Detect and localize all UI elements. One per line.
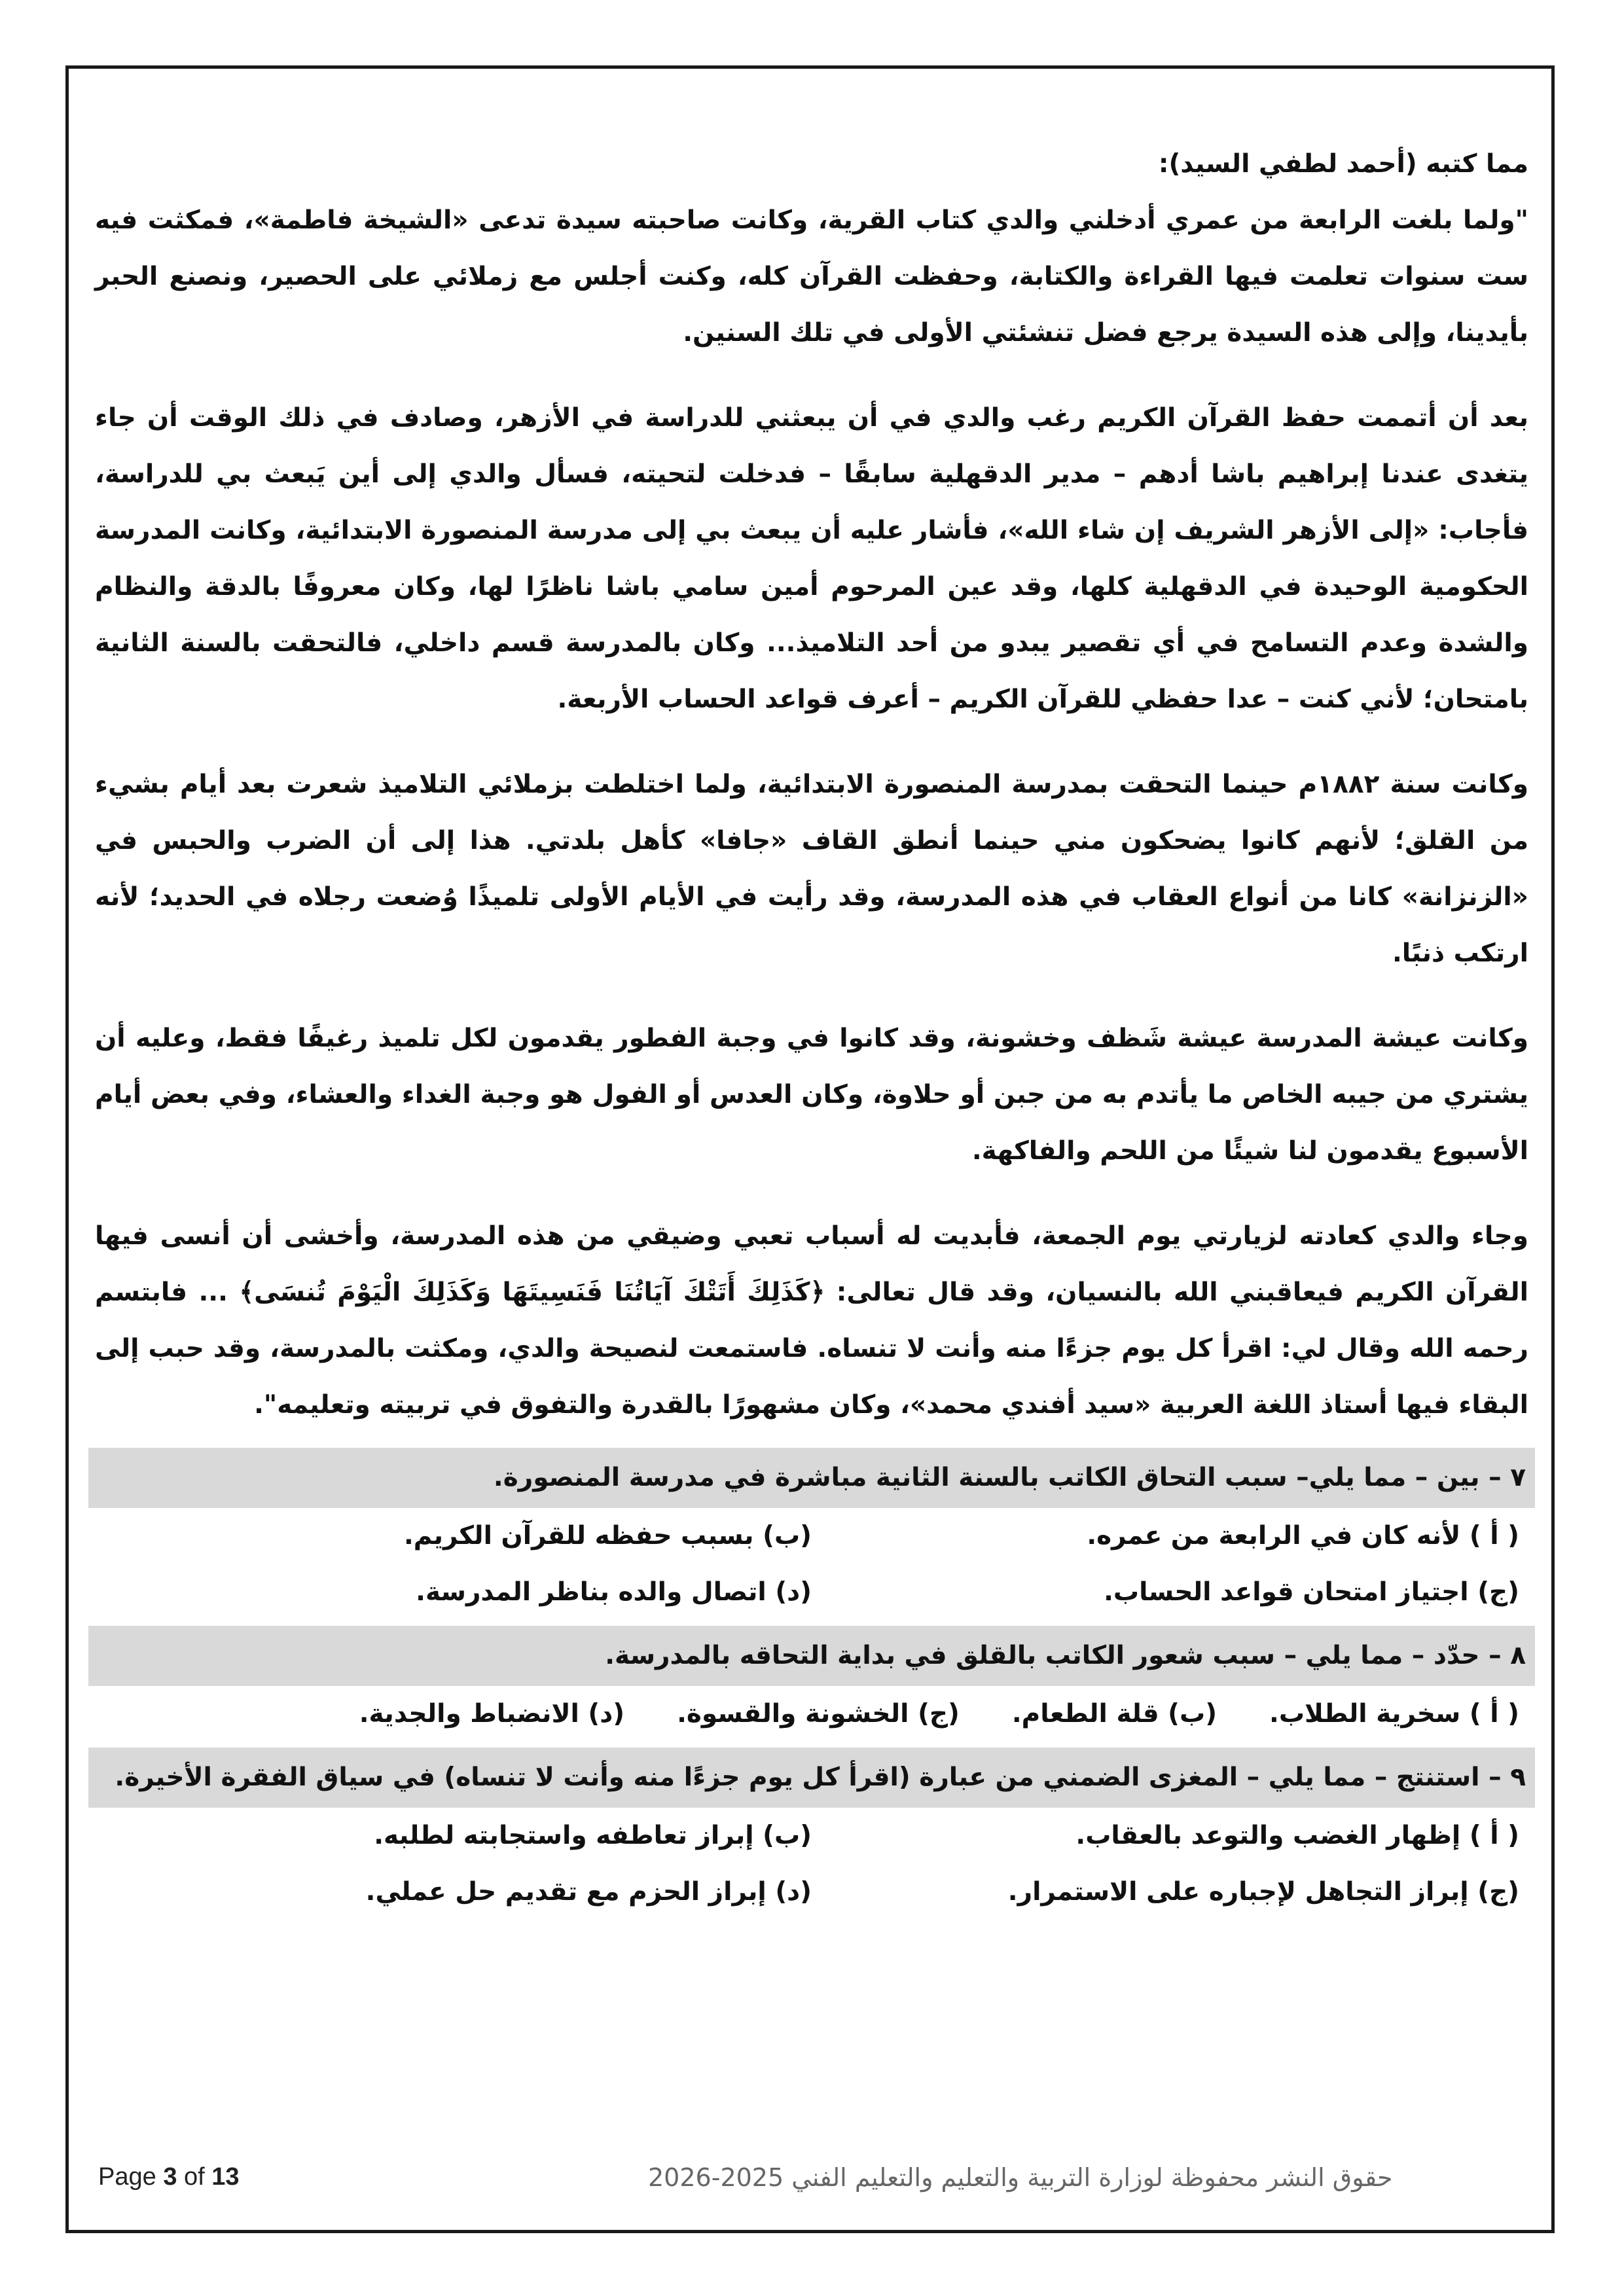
paragraph-5: وجاء والدي كعادته لزيارتي يوم الجمعة، فأبديت له أسباب تعبي وضيقي من هذه المدرسة، وأخشى أن أنسى فيها القرآن الكريم فيعاقبني الله بالنسيان، وقد قال تعالى: ﴿كَذَلِكَ أَتَتْكَ آيَاتُنَا فَنَسِيتَهَا وَكَذَلِكَ الْيَوْمَ تُنسَى﴾ ... فابتسم رحمه الله وقال لي: اقرأ كل يوم جزءًا منه وأنت لا تنساه. فاستمعت لنصيحة والدي، ومكثت بالمدرسة، وقد حبب إلى البقاء فيها أستاذ اللغة العربية «سيد أفندي محمد»، وكان مشهورًا بالقدرة والتفوق في تربيته وتعليمه". bbox=[95, 1221, 1528, 1420]
intro-line: مما كتبه (أحمد لطفي السيد): bbox=[1158, 149, 1528, 179]
option-a[interactable]: ( أ ) إظهار الغضب والتوعد بالعقاب. bbox=[1075, 1821, 1519, 1850]
page-current: 3 bbox=[163, 2163, 177, 2191]
option-d[interactable]: (د) الانضباط والجدية. bbox=[359, 1699, 625, 1729]
question-8-options bbox=[95, 1686, 1528, 1742]
question-7-options bbox=[95, 1508, 1528, 1621]
option-c[interactable]: (ج) الخشونة والقسوة. bbox=[677, 1699, 960, 1729]
option-b[interactable]: (ب) إبراز تعاطفه واستجابته لطلبه. bbox=[374, 1821, 812, 1850]
option-a[interactable]: ( أ ) لأنه كان في الرابعة من عمره. bbox=[1087, 1521, 1519, 1551]
copyright-notice: حقوق النشر محفوظة لوزارة التربية والتعليم والتعليم الفني 2025-2026 bbox=[648, 2163, 1393, 2192]
paragraph-3: وكانت سنة ١٨٨٢م حينما التحقت بمدرسة المنصورة الابتدائية، ولما اختلطت بزملائي التلاميذ شعرت بعد أيام بشيء من القلق؛ لأنهم كانوا يضحكون مني حينما أنطق القاف «جافا» كأهل بلدتي. هذا إلى أن الضرب والحبس في «الزنزانة» كانا من أنواع العقاب في هذه المدرسة، وقد رأيت في الأيام الأولى تلميذًا وُضعت رجلاه في الحديد؛ لأنه ارتكب ذنبًا. bbox=[95, 770, 1528, 968]
paragraph-1: "ولما بلغت الرابعة من عمري أدخلني والدي كتاب القرية، وكانت صاحبته سيدة تدعى «الشيخة فاطمة»، فمكثت فيه ست سنوات تعلمت فيها القراءة والكتابة، وحفظت القرآن كله، وكنت أجلس مع زملائي على الحصير، ونصنع الحبر بأيدينا، وإلى هذه السيدة يرجع فضل تنشئتي الأولى في تلك السنين. bbox=[95, 206, 1528, 348]
paragraph-4: وكانت عيشة المدرسة عيشة شَظف وخشونة، وقد كانوا في وجبة الفطور يقدمون لكل تلميذ رغيفًا فقط، وعليه أن يشتري من جيبه الخاص ما يأتدم به من جبن أو حلاوة، وكان العدس أو الفول هو وجبة الغداء والعشاء، وفي بعض أيام الأسبوع يقدمون لنا شيئًا من اللحم والفاكهة. bbox=[95, 1024, 1528, 1166]
option-c[interactable]: (ج) اجتياز امتحان قواعد الحساب. bbox=[1104, 1577, 1519, 1607]
paragraph-2: بعد أن أتممت حفظ القرآن الكريم رغب والدي في أن يبعثني للدراسة في الأزهر، وصادف في ذلك الوقت أن جاء يتغدى عندنا إبراهيم باشا أدهم – مدير الدقهلية سابقًا – فدخلت لتحيته، فسأل والدي إلى أين يَبعث بي للدراسة، فأجاب: «إلى الأزهر الشريف إن شاء الله»، فأشار عليه أن يبعث بي إلى مدرسة المنصورة الابتدائية، وكانت المدرسة الحكومية الوحيدة في الدقهلية كلها، وقد عين المرحوم أمين سامي باشا ناظرًا لها، وكان معروفًا بالدقة والنظام والشدة وعدم التسامح في أي تقصير يبدو من أحد التلاميذ... وكان بالمدرسة قسم داخلي، فالتحقت بالسنة الثانية بامتحان؛ لأني كنت – عدا حفظي للقرآن الكريم – أعرف قواعد الحساب الأربعة. bbox=[95, 403, 1528, 714]
page-number bbox=[98, 2163, 240, 2191]
document-body bbox=[95, 136, 1528, 1920]
option-b[interactable]: (ب) قلة الطعام. bbox=[1011, 1699, 1218, 1729]
page-of: of bbox=[184, 2163, 205, 2191]
option-d[interactable]: (د) اتصال والده بناظر المدرسة. bbox=[416, 1577, 812, 1607]
question-9-stem: ٩ – استنتج – مما يلي – المغزى الضمني من عبارة (اقرأ كل يوم جزءًا منه وأنت لا تنساه) في سياق الفقرة الأخيرة. bbox=[88, 1748, 1535, 1808]
page-total: 13 bbox=[211, 2163, 240, 2191]
option-a[interactable]: ( أ ) سخرية الطلاب. bbox=[1269, 1699, 1519, 1729]
question-7-stem: ٧ – بين – مما يلي– سبب التحاق الكاتب بالسنة الثانية مباشرة في مدرسة المنصورة. bbox=[88, 1448, 1535, 1508]
option-b[interactable]: (ب) بسبب حفظه للقرآن الكريم. bbox=[403, 1521, 812, 1551]
page-word: Page bbox=[98, 2163, 156, 2191]
option-d[interactable]: (د) إبراز الحزم مع تقديم حل عملي. bbox=[365, 1877, 812, 1907]
question-8-stem: ٨ – حدّد – مما يلي – سبب شعور الكاتب بالقلق في بداية التحاقه بالمدرسة. bbox=[88, 1626, 1535, 1686]
question-9-options bbox=[95, 1808, 1528, 1920]
option-c[interactable]: (ج) إبراز التجاهل لإجباره على الاستمرار. bbox=[1007, 1877, 1519, 1907]
